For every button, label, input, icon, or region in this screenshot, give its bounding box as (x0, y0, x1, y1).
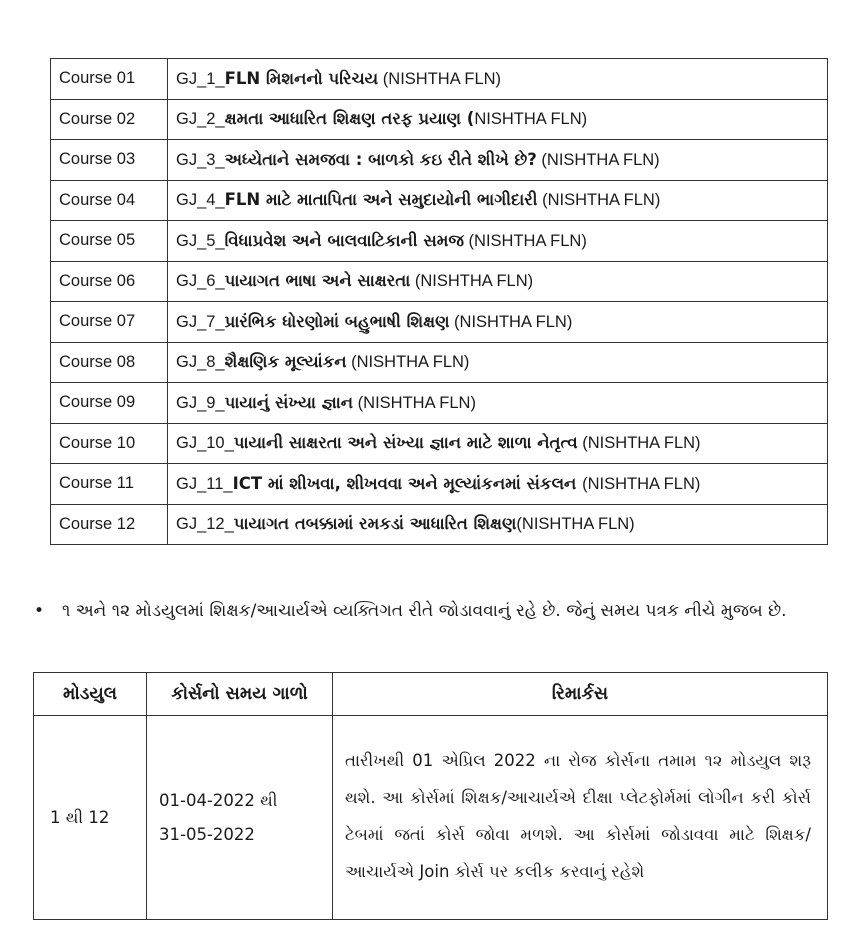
course-tag: (NISHTHA FLN) (582, 474, 701, 493)
schedule-header-row (34, 673, 828, 716)
course-name (168, 423, 828, 464)
course-code: GJ_10_ (176, 434, 234, 453)
course-number: Course 07 (51, 302, 168, 343)
course-title: પ્રારંભિક ધોરણોમાં બહુભાષી શિક્ષણ (224, 311, 450, 331)
course-row (51, 140, 828, 181)
course-code: GJ_11_ (176, 474, 233, 493)
date-from: 01-04-2022 થી (159, 790, 278, 810)
course-number: Course 10 (51, 423, 168, 464)
course-row (51, 261, 828, 302)
course-tag: (NISHTHA FLN) (537, 191, 661, 210)
course-name (168, 504, 828, 545)
course-row (51, 423, 828, 464)
course-tag: (NISHTHA FLN) (410, 272, 534, 291)
course-name (168, 342, 828, 383)
course-tag: (NISHTHA FLN) (463, 231, 587, 250)
header-module: મોડયુલ (34, 673, 147, 716)
course-name (168, 221, 828, 262)
course-name (168, 261, 828, 302)
course-code: GJ_8_ (176, 353, 225, 372)
course-tag: (NISHTHA FLN) (346, 353, 470, 372)
remarks-text: તારીખથી 01 એપ્રિલ 2022 ના રોજ કોર્સના તમામ ૧૨ મોડયુલ શરૂ થશે. આ કોર્સમાં શિક્ષક/આચાર્યએ દીક્ષા પ્લેટફોર્મમાં લોગીન કરી કોર્સ ટેબમાં જતાં કોર્સ જોવા મળશે. આ કોર્સમાં જોડાવવા માટે શિક્ષક/આચાર્યએ Join કોર્સ પર કલીક કરવાનું રહેશે (333, 716, 828, 920)
course-number: Course 03 (51, 140, 168, 181)
course-row (51, 302, 828, 343)
course-row (51, 221, 828, 262)
course-number: Course 06 (51, 261, 168, 302)
course-tag: (NISHTHA FLN) (536, 150, 660, 169)
course-title: પાયાની સાક્ષરતા અને સંખ્યા જ્ઞાન માટે શાળા નેતૃત્વ (233, 433, 578, 453)
header-remarks: રિમાર્કસ (333, 673, 828, 716)
course-code: GJ_2_ (176, 110, 225, 129)
course-number: Course 08 (51, 342, 168, 383)
course-title: FLN મિશનનો પરિચય (224, 68, 379, 88)
course-title: વિધાપ્રવેશ અને બાલવાટિકાની સમજ (224, 230, 464, 250)
course-list-body (51, 59, 828, 545)
course-tag: (NISHTHA FLN) (378, 69, 502, 88)
note-text: ૧ અને ૧૨ મોડયુલમાં શિક્ષક/આચાર્યએ વ્યક્તિગત રીતે જોડાવવાનું રહે છે. જેનું સમય પત્રક નીચે મુજબ છે. (62, 601, 787, 621)
course-period (147, 716, 333, 920)
course-title: શૈક્ષણિક મૂલ્યાંકન (224, 352, 347, 372)
course-name (168, 99, 828, 140)
course-number: Course 09 (51, 383, 168, 424)
course-name (168, 59, 828, 100)
course-code: GJ_9_ (176, 393, 225, 412)
course-code: GJ_6_ (176, 272, 225, 291)
course-name (168, 302, 828, 343)
course-code: GJ_3_ (176, 150, 225, 169)
course-name (168, 180, 828, 221)
course-number: Course 04 (51, 180, 168, 221)
course-name (168, 383, 828, 424)
course-row (51, 342, 828, 383)
course-tag: NISHTHA FLN) (474, 110, 588, 129)
course-code: GJ_1_ (176, 69, 225, 88)
course-number: Course 02 (51, 99, 168, 140)
bullet-icon: • (34, 601, 45, 621)
course-code: GJ_5_ (176, 231, 225, 250)
course-row (51, 464, 828, 505)
course-number: Course 12 (51, 504, 168, 545)
course-title: FLN માટે માતાપિતા અને સમુદાયોની ભાગીદારી (224, 190, 538, 210)
course-list-table (50, 58, 828, 545)
header-course-period: કોર્સનો સમય ગાળો (147, 673, 333, 716)
course-code: GJ_12_ (176, 515, 234, 534)
course-code: GJ_7_ (176, 312, 225, 331)
course-row (51, 180, 828, 221)
course-row (51, 99, 828, 140)
course-name (168, 140, 828, 181)
course-title: પાયાગત ભાષા અને સાક્ષરતા (224, 271, 411, 291)
course-number: Course 11 (51, 464, 168, 505)
course-tag: (NISHTHA FLN) (449, 312, 573, 331)
course-tag: (NISHTHA FLN) (353, 393, 476, 412)
course-number: Course 01 (51, 59, 168, 100)
bullet-note (34, 592, 834, 630)
course-title: અધ્યેતાને સમજવા : બાળકો કઇ રીતે શીખે છે? (224, 149, 537, 169)
schedule-table (33, 672, 828, 920)
course-number: Course 05 (51, 221, 168, 262)
course-tag: (NISHTHA FLN) (516, 515, 635, 534)
course-title: ICT માં શીખવા, શીખવવા અને મૂલ્યાંકનમાં સંકલન (232, 473, 583, 493)
course-title: પાયાગત તબક્કામાં રમકડાં આધારિત શિક્ષણ (233, 514, 517, 534)
module-range: 1 થી 12 (34, 716, 147, 920)
course-row (51, 59, 828, 100)
course-tag: (NISHTHA FLN) (577, 434, 701, 453)
schedule-row (34, 716, 828, 920)
course-title: ક્ષમતા આધારિત શિક્ષણ તરફ પ્રયાણ ( (224, 109, 475, 129)
course-name (168, 464, 828, 505)
course-row (51, 504, 828, 545)
course-title: પાયાનું સંખ્યા જ્ઞાન (224, 392, 354, 412)
course-row (51, 383, 828, 424)
course-code: GJ_4_ (176, 191, 225, 210)
date-to: 31-05-2022 (159, 824, 255, 844)
